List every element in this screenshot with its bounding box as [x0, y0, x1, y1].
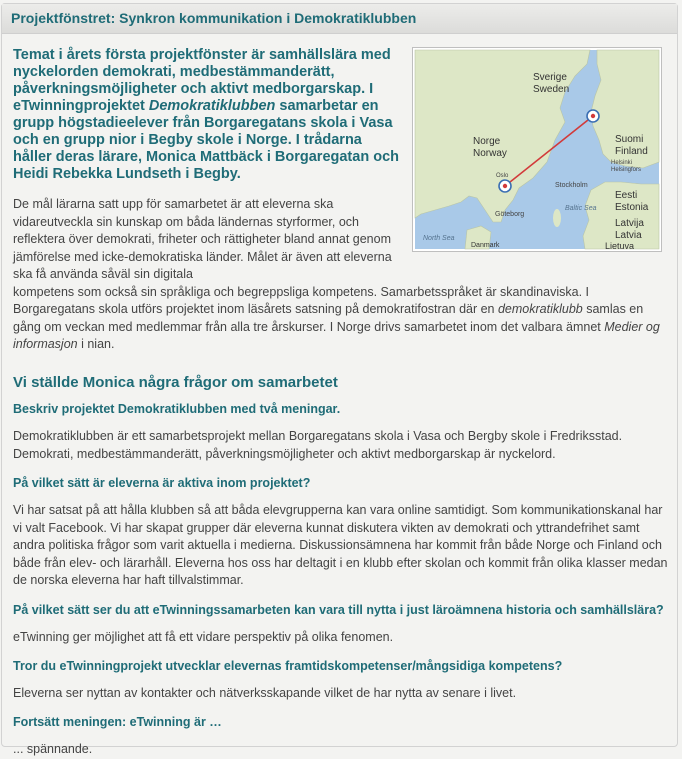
answer-2: Vi har satsat på att hålla klubben så att båda elevgrupperna kan vara online samtidigt. Som kommunikationskanal har vi valt Facebook. Vi har skapat grupper där eleverna kunnat diskutera vikten av demokrati och yttrandefrihet samt andra politiska frågor som varit aktuella i medierna. Diskussionsämnena har kommit från både Norge och Finland och både från elev- och lärarhåll. Eleverna hos oss har deltagit i en klubb efter skolan och kommit från olika klasser medan de norska eleverna har haft tillvalstimmar. [13, 503, 668, 587]
map-label-suomi: Suomi [615, 134, 644, 145]
map-label-estonia: Estonia [615, 202, 649, 213]
interview-heading: Vi ställde Monica några frågor om samarbetet [13, 374, 338, 391]
map-label-oslo: Oslo [496, 173, 509, 179]
description-text-3: samlas en gång om veckan med medlemmar från alla tre årskurser. I Norge drivs samarbetet inom det valbara ämnet [13, 302, 644, 334]
description-text-4: i nian. [77, 337, 115, 351]
map-label-goteborg: Göteborg [495, 211, 525, 218]
map-label-eesti: Eesti [615, 190, 638, 201]
question-4: Tror du eTwinningprojekt utvecklar elevernas framtidskompetenser/mångsidiga kompetens? [13, 659, 563, 673]
map-pin-oslo-dot [503, 184, 507, 188]
description-text-2: kompetens som också sin språkliga och begreppsliga kompetens. Samarbetsspråket är skandinaviska. I Borgaregatans skola utförs projektet inom läsårets satsning på demokratifostran där en [13, 284, 589, 316]
intro-lead [13, 47, 399, 183]
qa-item-4 [13, 659, 668, 703]
answer-3: eTwinning ger möjlighet att få ett vidare perspektiv på olika fenomen. [13, 630, 394, 644]
question-5: Fortsätt meningen: eTwinning är … [13, 715, 222, 729]
map-label-sverige: Sverige [533, 72, 567, 83]
description-italic-2: Medier og informasjon [13, 319, 660, 351]
answer-4: Eleverna ser nyttan av kontakter och nätverksskapande vilket de har nytta av senare i livet. [13, 686, 517, 700]
map-label-finland: Finland [615, 146, 648, 157]
qa-item-2 [13, 476, 668, 590]
question-3: På vilket sätt ser du att eTwinningssamarbeten kan vara till nytta i just läroämnena historia och samhällslära? [13, 603, 664, 617]
answer-1: Demokratiklubben är ett samarbetsprojekt mellan Borgaregatans skola i Vasa och Bergby skole i Fredriksstad. Demokrati, medbestämmanderätt, påverkningsmöjligheter och aktivt medborgarskap är nyckelord. [13, 429, 623, 461]
map-label-helsinki: Helsinki [611, 160, 633, 166]
map-label-latvia: Latvia [615, 230, 642, 241]
map-label-lietuva: Lietuva [605, 241, 635, 251]
map-label-norge: Norge [473, 136, 501, 147]
map-label-norway: Norway [473, 148, 507, 159]
qa-item-1 [13, 402, 668, 463]
map-pin-vasa-dot [591, 114, 595, 118]
description-italic-1: demokratiklubb [497, 302, 583, 316]
map-label-helsingfors: Helsingfors [611, 167, 642, 173]
map-label-baltic-sea: Baltic Sea [565, 205, 597, 212]
intro-text-1: Temat i årets första projektfönster är samhällslära med nyckelorden demokrati, medbestämmanderätt, påverkningsmöjligheter och aktivt medborgarskap. I eTwinningprojektet [13, 47, 391, 114]
map-label-stockholm: Stockholm [555, 182, 588, 189]
description-text-1: De mål lärarna satt upp för samarbetet är att eleverna ska vidareutveckla sin kunskap om båda ländernas styrformer, och reflektera över demokrati, friheter och rättigheter bland annat genom jämförelse med icke-demokratiska länder. Målet är även att eleverna ska få använda såväl sin digitala [13, 197, 392, 281]
map-label-latvija: Latvija [615, 218, 644, 229]
intro-project-name: Demokratiklubben [148, 98, 276, 114]
project-window-panel [1, 3, 678, 756]
answer-5: ... spännande. [13, 742, 93, 756]
intro-text-2: samarbetar en grupp högstadieelever från Borgaregatans skola i Vasa och en grupp nior i Begby skole i Norge. I trådarna håller deras lärare, Monica Mattbäck i Borgaregatan och Heidi Rebekka Lundseth i Begby. [13, 98, 399, 182]
description-paragraph [13, 196, 668, 354]
question-2: På vilket sätt är eleverna är aktiva inom projektet? [13, 476, 311, 490]
qa-item-5 [13, 715, 668, 759]
qa-item-3 [13, 603, 668, 647]
map-label-north-sea: North Sea [423, 235, 455, 242]
question-1: Beskriv projektet Demokratiklubben med två meningar. [13, 402, 341, 416]
map-label-sweden: Sweden [533, 84, 570, 95]
map-label-danmark: Danmark [471, 242, 500, 249]
panel-title: Projektfönstret: Synkron kommunikation i Demokratiklubben [2, 4, 677, 34]
